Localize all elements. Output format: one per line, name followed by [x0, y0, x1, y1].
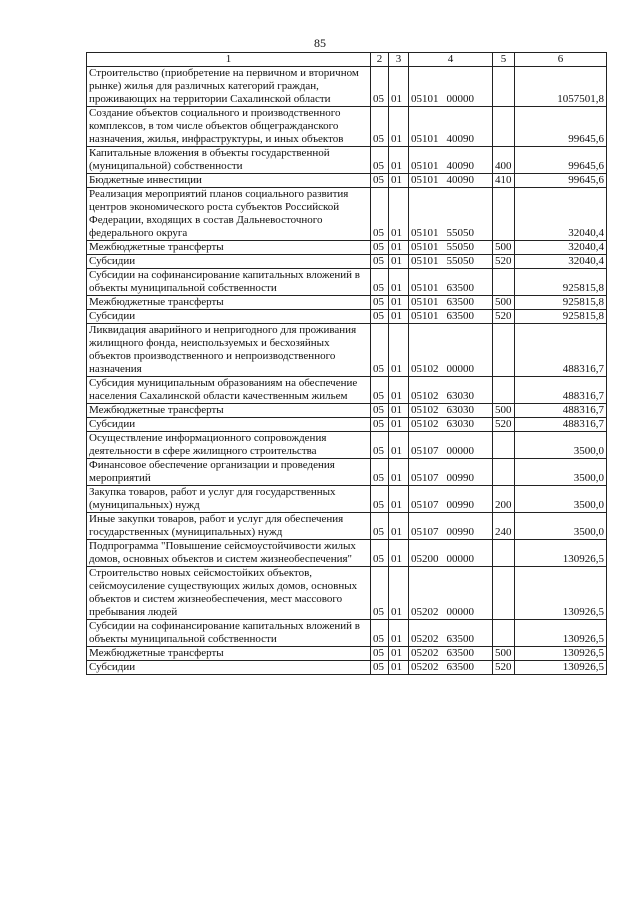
table-row [87, 661, 607, 675]
row-name: Финансовое обеспечение организации и проведения мероприятий [87, 459, 371, 486]
row-subsection: 01 [389, 459, 409, 486]
col-header-section: 2 [371, 53, 389, 67]
target-article-program: 05101 [411, 241, 439, 253]
target-article-program: 05102 [411, 363, 439, 375]
row-section: 05 [371, 269, 389, 296]
target-article-direction: 55050 [446, 227, 474, 239]
row-name: Строительство новых сейсмостойких объектов, сейсмоусиление существующих жилых домов, основных объектов и систем жизнеобеспечения, мест массового пребывания людей [87, 567, 371, 620]
target-article-direction: 63500 [446, 310, 474, 322]
row-amount: 130926,5 [515, 620, 607, 647]
row-target-article [409, 540, 493, 567]
col-header-name: 1 [87, 53, 371, 67]
row-expense-type: 500 [493, 241, 515, 255]
table-row [87, 513, 607, 540]
table-row [87, 269, 607, 296]
table-body [87, 67, 607, 675]
row-subsection: 01 [389, 174, 409, 188]
row-name: Бюджетные инвестиции [87, 174, 371, 188]
target-article-direction: 00000 [446, 363, 474, 375]
row-expense-type: 500 [493, 404, 515, 418]
col-header-subsection: 3 [389, 53, 409, 67]
target-article-program: 05202 [411, 633, 439, 645]
row-name: Межбюджетные трансферты [87, 647, 371, 661]
row-name: Субсидии [87, 310, 371, 324]
row-section: 05 [371, 174, 389, 188]
target-article-program: 05102 [411, 404, 439, 416]
row-target-article [409, 67, 493, 107]
row-subsection: 01 [389, 567, 409, 620]
row-target-article [409, 377, 493, 404]
row-name: Подпрограмма "Повышение сейсмоустойчивости жилых домов, основных объектов и систем жизнеобеспечения" [87, 540, 371, 567]
target-article-direction: 00000 [446, 445, 474, 457]
table-row [87, 540, 607, 567]
target-article-program: 05101 [411, 310, 439, 322]
target-article-program: 05202 [411, 661, 439, 673]
target-article-program: 05200 [411, 553, 439, 565]
row-expense-type [493, 324, 515, 377]
table-row [87, 107, 607, 147]
col-header-target-article: 4 [409, 53, 493, 67]
table-row [87, 459, 607, 486]
row-amount: 130926,5 [515, 647, 607, 661]
row-amount: 99645,6 [515, 174, 607, 188]
row-amount: 130926,5 [515, 661, 607, 675]
target-article-direction: 00990 [446, 526, 474, 538]
target-article-direction: 63500 [446, 633, 474, 645]
row-expense-type [493, 540, 515, 567]
row-section: 05 [371, 147, 389, 174]
row-section: 05 [371, 255, 389, 269]
row-section: 05 [371, 540, 389, 567]
row-subsection: 01 [389, 432, 409, 459]
row-target-article [409, 459, 493, 486]
row-section: 05 [371, 296, 389, 310]
row-amount: 488316,7 [515, 418, 607, 432]
row-amount: 130926,5 [515, 540, 607, 567]
table-row [87, 310, 607, 324]
row-expense-type [493, 107, 515, 147]
row-name: Межбюджетные трансферты [87, 296, 371, 310]
row-expense-type [493, 188, 515, 241]
target-article-program: 05101 [411, 160, 439, 172]
row-amount: 99645,6 [515, 147, 607, 174]
row-section: 05 [371, 310, 389, 324]
row-subsection: 01 [389, 269, 409, 296]
row-expense-type: 500 [493, 647, 515, 661]
table-row [87, 255, 607, 269]
row-amount: 3500,0 [515, 486, 607, 513]
row-name: Ликвидация аварийного и непригодного для проживания жилищного фонда, неиспользуемых и бесхозяйных объектов производственного и непроизводственного назначения [87, 324, 371, 377]
row-target-article [409, 188, 493, 241]
table-row [87, 404, 607, 418]
row-amount: 925815,8 [515, 269, 607, 296]
table-row [87, 296, 607, 310]
table-row [87, 67, 607, 107]
row-target-article [409, 647, 493, 661]
page-number: 85 [314, 36, 326, 50]
table-row [87, 241, 607, 255]
row-target-article [409, 432, 493, 459]
row-name: Закупка товаров, работ и услуг для государственных (муниципальных) нужд [87, 486, 371, 513]
row-section: 05 [371, 459, 389, 486]
row-section: 05 [371, 188, 389, 241]
row-section: 05 [371, 67, 389, 107]
row-expense-type: 400 [493, 147, 515, 174]
row-section: 05 [371, 620, 389, 647]
target-article-direction: 63030 [446, 390, 474, 402]
row-section: 05 [371, 418, 389, 432]
target-article-program: 05107 [411, 499, 439, 511]
row-target-article [409, 174, 493, 188]
row-amount: 925815,8 [515, 296, 607, 310]
row-section: 05 [371, 107, 389, 147]
row-expense-type: 520 [493, 255, 515, 269]
row-name: Субсидии [87, 418, 371, 432]
row-subsection: 01 [389, 418, 409, 432]
row-name: Реализация мероприятий планов социального развития центров экономического роста субъектов Российской Федерации, входящих в состав Дальневосточного федерального округа [87, 188, 371, 241]
header-row [87, 53, 607, 67]
row-target-article [409, 310, 493, 324]
target-article-program: 05101 [411, 227, 439, 239]
row-subsection: 01 [389, 241, 409, 255]
row-amount: 130926,5 [515, 567, 607, 620]
target-article-direction: 55050 [446, 255, 474, 267]
row-subsection: 01 [389, 107, 409, 147]
row-target-article [409, 324, 493, 377]
row-target-article [409, 513, 493, 540]
row-subsection: 01 [389, 540, 409, 567]
row-name: Субсидии на софинансирование капитальных вложений в объекты муниципальной собственности [87, 269, 371, 296]
row-target-article [409, 404, 493, 418]
row-name: Межбюджетные трансферты [87, 241, 371, 255]
row-expense-type [493, 459, 515, 486]
row-section: 05 [371, 324, 389, 377]
row-amount: 32040,4 [515, 241, 607, 255]
target-article-direction: 63500 [446, 296, 474, 308]
row-expense-type: 240 [493, 513, 515, 540]
row-expense-type: 410 [493, 174, 515, 188]
row-name: Осуществление информационного сопровождения деятельности в сфере жилищного строительства [87, 432, 371, 459]
row-expense-type [493, 67, 515, 107]
table-row [87, 432, 607, 459]
target-article-direction: 00000 [446, 606, 474, 618]
row-amount: 488316,7 [515, 404, 607, 418]
row-section: 05 [371, 241, 389, 255]
row-subsection: 01 [389, 147, 409, 174]
row-amount: 925815,8 [515, 310, 607, 324]
row-section: 05 [371, 567, 389, 620]
row-target-article [409, 269, 493, 296]
row-target-article [409, 620, 493, 647]
row-amount: 488316,7 [515, 324, 607, 377]
row-expense-type [493, 432, 515, 459]
row-section: 05 [371, 647, 389, 661]
row-subsection: 01 [389, 188, 409, 241]
target-article-program: 05101 [411, 93, 439, 105]
target-article-direction: 00000 [446, 93, 474, 105]
budget-table [86, 52, 607, 675]
row-expense-type [493, 269, 515, 296]
table-row [87, 324, 607, 377]
row-expense-type [493, 567, 515, 620]
row-subsection: 01 [389, 647, 409, 661]
target-article-direction: 55050 [446, 241, 474, 253]
target-article-direction: 40090 [446, 160, 474, 172]
row-target-article [409, 567, 493, 620]
row-expense-type: 520 [493, 418, 515, 432]
target-article-direction: 40090 [446, 174, 474, 186]
target-article-direction: 63500 [446, 282, 474, 294]
target-article-program: 05102 [411, 418, 439, 430]
table-row [87, 174, 607, 188]
row-target-article [409, 147, 493, 174]
row-name: Субсидии [87, 661, 371, 675]
target-article-program: 05107 [411, 445, 439, 457]
table-row [87, 620, 607, 647]
table-row [87, 647, 607, 661]
row-subsection: 01 [389, 513, 409, 540]
row-expense-type [493, 620, 515, 647]
target-article-program: 05107 [411, 472, 439, 484]
row-subsection: 01 [389, 486, 409, 513]
target-article-program: 05101 [411, 282, 439, 294]
table-row [87, 147, 607, 174]
row-amount: 99645,6 [515, 107, 607, 147]
row-subsection: 01 [389, 324, 409, 377]
row-name: Иные закупки товаров, работ и услуг для обеспечения государственных (муниципальных) нужд [87, 513, 371, 540]
row-target-article [409, 107, 493, 147]
row-name: Создание объектов социального и производственного комплексов, в том числе объектов общегражданского назначения, жилья, инфраструктуры, и иных объектов [87, 107, 371, 147]
target-article-program: 05101 [411, 174, 439, 186]
target-article-direction: 00990 [446, 499, 474, 511]
row-subsection: 01 [389, 296, 409, 310]
target-article-direction: 63030 [446, 404, 474, 416]
row-amount: 1057501,8 [515, 67, 607, 107]
row-target-article [409, 486, 493, 513]
row-expense-type: 200 [493, 486, 515, 513]
target-article-direction: 00000 [446, 553, 474, 565]
target-article-direction: 00990 [446, 472, 474, 484]
row-target-article [409, 255, 493, 269]
row-section: 05 [371, 661, 389, 675]
target-article-program: 05202 [411, 606, 439, 618]
row-section: 05 [371, 513, 389, 540]
table-row [87, 486, 607, 513]
row-expense-type: 520 [493, 661, 515, 675]
row-target-article [409, 241, 493, 255]
table-row [87, 418, 607, 432]
table-row [87, 567, 607, 620]
target-article-program: 05102 [411, 390, 439, 402]
col-header-expense-type: 5 [493, 53, 515, 67]
target-article-program: 05101 [411, 255, 439, 267]
row-expense-type: 500 [493, 296, 515, 310]
row-name: Субсидия муниципальным образованиям на обеспечение населения Сахалинской области качественным жильем [87, 377, 371, 404]
row-subsection: 01 [389, 255, 409, 269]
row-target-article [409, 661, 493, 675]
row-name: Межбюджетные трансферты [87, 404, 371, 418]
row-amount: 32040,4 [515, 255, 607, 269]
row-expense-type: 520 [493, 310, 515, 324]
row-target-article [409, 296, 493, 310]
target-article-direction: 63500 [446, 661, 474, 673]
row-expense-type [493, 377, 515, 404]
row-subsection: 01 [389, 620, 409, 647]
target-article-program: 05101 [411, 296, 439, 308]
target-article-program: 05202 [411, 647, 439, 659]
row-name: Капитальные вложения в объекты государственной (муниципальной) собственности [87, 147, 371, 174]
row-subsection: 01 [389, 67, 409, 107]
target-article-program: 05107 [411, 526, 439, 538]
target-article-direction: 63030 [446, 418, 474, 430]
target-article-direction: 63500 [446, 647, 474, 659]
row-amount: 32040,4 [515, 188, 607, 241]
row-amount: 3500,0 [515, 513, 607, 540]
row-amount: 3500,0 [515, 432, 607, 459]
table-row [87, 188, 607, 241]
table-row [87, 377, 607, 404]
row-name: Субсидии [87, 255, 371, 269]
row-subsection: 01 [389, 404, 409, 418]
row-section: 05 [371, 486, 389, 513]
row-section: 05 [371, 377, 389, 404]
row-subsection: 01 [389, 377, 409, 404]
target-article-direction: 40090 [446, 133, 474, 145]
row-amount: 3500,0 [515, 459, 607, 486]
row-subsection: 01 [389, 661, 409, 675]
row-subsection: 01 [389, 310, 409, 324]
target-article-program: 05101 [411, 133, 439, 145]
row-name: Строительство (приобретение на первичном и вторичном рынке) жилья для различных категорий граждан, проживающих на территории Сахалинской области [87, 67, 371, 107]
row-section: 05 [371, 404, 389, 418]
row-target-article [409, 418, 493, 432]
row-amount: 488316,7 [515, 377, 607, 404]
col-header-amount: 6 [515, 53, 607, 67]
row-section: 05 [371, 432, 389, 459]
row-name: Субсидии на софинансирование капитальных вложений в объекты муниципальной собственности [87, 620, 371, 647]
